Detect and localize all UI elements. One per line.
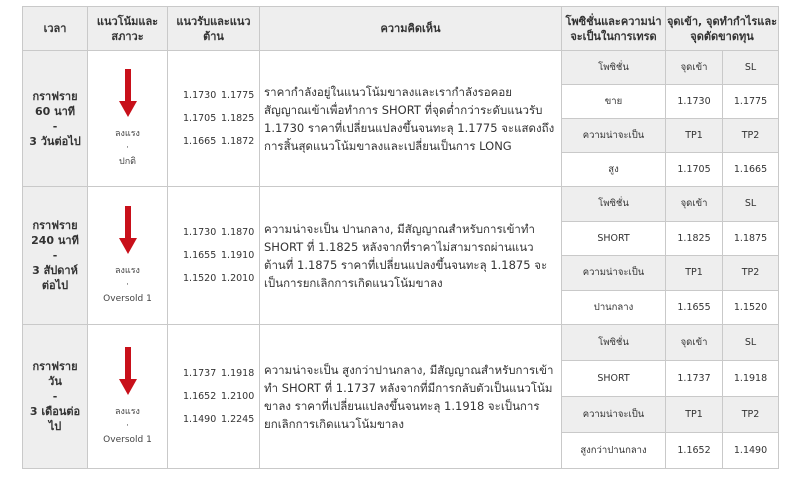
time-line: - <box>52 390 58 403</box>
header-time: เวลา <box>23 7 88 51</box>
label-entry: จุดเข้า <box>666 51 723 85</box>
resistance-value: 1.2100 <box>221 391 255 402</box>
time-line: ไป <box>48 420 62 433</box>
position-value: ขาย <box>562 85 666 119</box>
support-value: 1.1655 <box>183 250 217 261</box>
header-comment: ความคิดเห็น <box>260 7 562 51</box>
time-line: 60 นาที <box>34 104 76 118</box>
label-entry: จุดเข้า <box>666 187 723 222</box>
table-row <box>23 325 779 361</box>
trend-strength: ลงแรง <box>115 406 140 417</box>
label-tp1: TP1 <box>666 119 723 153</box>
support-value: 1.1730 <box>183 90 217 101</box>
support-value: 1.1665 <box>183 136 217 147</box>
sr-pair <box>168 412 259 427</box>
time-line: วัน <box>48 375 62 388</box>
support-value: 1.1490 <box>183 414 217 425</box>
label-sl: SL <box>723 51 779 85</box>
sr-pair <box>168 366 259 381</box>
sl-value: 1.1775 <box>723 85 779 119</box>
time-line: 3 สัปดาห์ <box>32 264 78 277</box>
sr-pair <box>168 134 259 149</box>
support-value: 1.1737 <box>183 368 217 379</box>
time-cell <box>23 51 88 187</box>
comment-cell: ความน่าจะเป็น ปานกลาง, มีสัญญาณสำหรับการเข้าทำ SHORT ที่ 1.1825 หลังจากที่ราคาไม่สามารถผ่านแนวต้านที่ 1.1875 ราคาที่เปลี่ยนแปลงขึ้นจนทะลุ 1.1875 จะเป็นการยกเลิกการเกิดแนวโน้มขาลง <box>260 187 562 325</box>
label-position: โพซิชั่น <box>562 187 666 222</box>
sr-pair <box>168 111 259 126</box>
arrow-down-icon <box>119 206 137 254</box>
time-line: 3 วันต่อไป <box>29 134 81 148</box>
label-tp2: TP2 <box>723 397 779 433</box>
forecast-table <box>22 6 779 469</box>
time-line: กราฟราย <box>32 360 78 373</box>
comment-cell: ความน่าจะเป็น สูงกว่าปานกลาง, มีสัญญาณสำหรับการเข้าทำ SHORT ที่ 1.1737 หลังจากที่มีการกลับตัวเป็นแนวโน้มขาลง ราคาที่เปลี่ยนแปลงขึ้นจนทะลุ 1.1918 จะเป็นการยกเลิกการเกิดแนวโน้มขาลง <box>260 325 562 469</box>
header-position: โพซิชั่นและความน่าจะเป็นในการเทรด <box>562 7 666 51</box>
time-cell <box>23 187 88 325</box>
support-value: 1.1730 <box>183 227 217 238</box>
resistance-value: 1.1775 <box>221 90 255 101</box>
label-position: โพซิชั่น <box>562 325 666 361</box>
entry-value: 1.1730 <box>666 85 723 119</box>
label-tp2: TP2 <box>723 119 779 153</box>
trend-cell <box>88 51 168 187</box>
header-trend: แนวโน้มและสภาวะ <box>88 7 168 51</box>
time-cell <box>23 325 88 469</box>
trend-separator: · <box>126 142 129 153</box>
probability-value: สูง <box>562 153 666 187</box>
trend-cell <box>88 187 168 325</box>
probability-value: สูงกว่าปานกลาง <box>562 433 666 469</box>
support-resistance-cell <box>168 51 260 187</box>
trend-separator: · <box>126 279 129 290</box>
resistance-value: 1.2010 <box>221 273 255 284</box>
tp2-value: 1.1665 <box>723 153 779 187</box>
label-tp2: TP2 <box>723 256 779 291</box>
resistance-value: 1.1918 <box>221 368 255 379</box>
table-row <box>23 51 779 85</box>
time-line: - <box>52 249 58 262</box>
support-value: 1.1652 <box>183 391 217 402</box>
time-line: ต่อไป <box>41 279 69 292</box>
trend-state: Oversold 1 <box>103 293 152 304</box>
sl-value: 1.1875 <box>723 221 779 256</box>
label-entry: จุดเข้า <box>666 325 723 361</box>
sr-pair <box>168 389 259 404</box>
sl-value: 1.1918 <box>723 361 779 397</box>
resistance-value: 1.1910 <box>221 250 255 261</box>
time-line: 3 เดือนต่อ <box>29 405 81 418</box>
support-value: 1.1705 <box>183 113 217 124</box>
label-sl: SL <box>723 325 779 361</box>
label-probability: ความน่าจะเป็น <box>562 397 666 433</box>
probability-value: ปานกลาง <box>562 290 666 325</box>
support-resistance-cell <box>168 325 260 469</box>
tp2-value: 1.1490 <box>723 433 779 469</box>
time-line: 240 นาที <box>31 234 79 247</box>
tp1-value: 1.1655 <box>666 290 723 325</box>
arrow-down-icon <box>119 69 137 117</box>
trend-state: ปกติ <box>118 156 136 167</box>
resistance-value: 1.2245 <box>221 414 255 425</box>
trend-strength: ลงแรง <box>115 265 140 276</box>
time-line: - <box>52 119 58 133</box>
label-position: โพซิชั่น <box>562 51 666 85</box>
resistance-value: 1.1870 <box>221 227 255 238</box>
sr-pair <box>168 225 259 240</box>
trend-state: Oversold 1 <box>103 434 152 445</box>
entry-value: 1.1825 <box>666 221 723 256</box>
sr-pair <box>168 271 259 286</box>
support-resistance-cell <box>168 187 260 325</box>
label-sl: SL <box>723 187 779 222</box>
position-value: SHORT <box>562 221 666 256</box>
sr-pair <box>168 88 259 103</box>
time-line: กราฟราย <box>32 219 78 232</box>
label-probability: ความน่าจะเป็น <box>562 119 666 153</box>
arrow-down-icon <box>119 347 137 395</box>
header-entry-targets: จุดเข้า, จุดทำกำไรและจุดตัดขาดทุน <box>666 7 779 51</box>
table-row <box>23 187 779 222</box>
label-probability: ความน่าจะเป็น <box>562 256 666 291</box>
label-tp1: TP1 <box>666 397 723 433</box>
position-value: SHORT <box>562 361 666 397</box>
tp2-value: 1.1520 <box>723 290 779 325</box>
header-support-resistance: แนวรับและแนวต้าน <box>168 7 260 51</box>
time-line: กราฟราย <box>32 89 78 103</box>
trend-strength: ลงแรง <box>115 128 140 139</box>
trend-separator: · <box>126 420 129 431</box>
resistance-value: 1.1825 <box>221 113 255 124</box>
comment-cell: ราคากำลังอยู่ในแนวโน้มขาลงและเรากำลังรอคอยสัญญาณเข้าเพื่อทำการ SHORT ที่จุดต่ำกว่าระดับแนวรับ 1.1730 ราคาที่เปลี่ยนแปลงขึ้นจนทะลุ 1.1775 จะแสดงถึงการสิ้นสุดแนวโน้มขาลงและเปลี่ยนเป็นการ LONG <box>260 51 562 187</box>
header-row <box>23 7 779 51</box>
trend-cell <box>88 325 168 469</box>
resistance-value: 1.1872 <box>221 136 255 147</box>
entry-value: 1.1737 <box>666 361 723 397</box>
support-value: 1.1520 <box>183 273 217 284</box>
label-tp1: TP1 <box>666 256 723 291</box>
tp1-value: 1.1705 <box>666 153 723 187</box>
sr-pair <box>168 248 259 263</box>
tp1-value: 1.1652 <box>666 433 723 469</box>
